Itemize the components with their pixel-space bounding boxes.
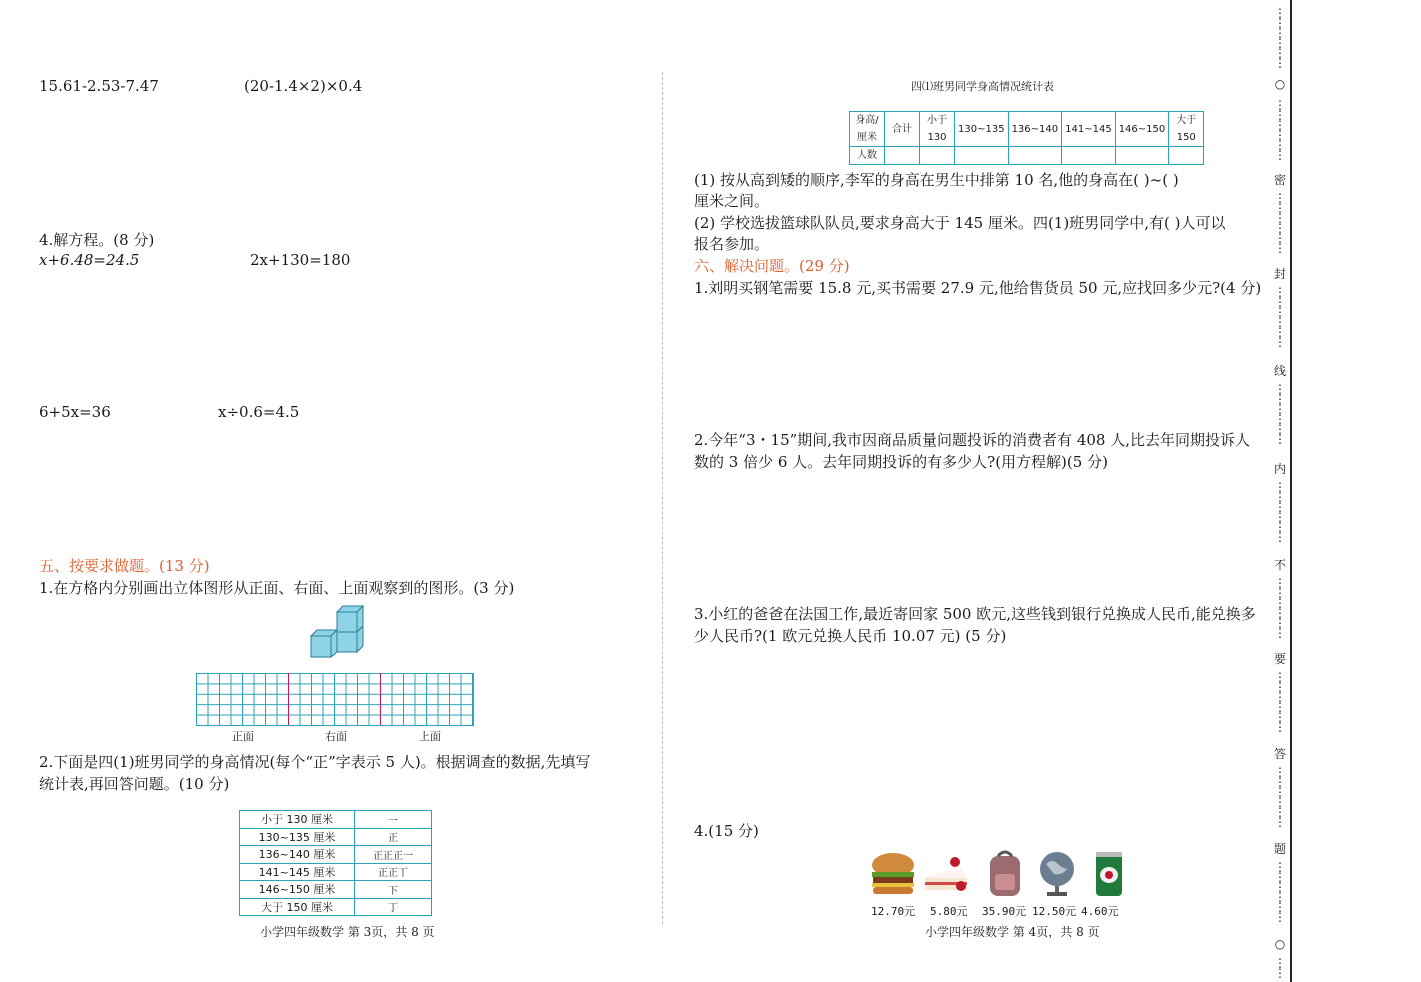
grid-label-front: 正面 [232,730,254,743]
stats-table [849,111,1204,165]
price-label: 5.80元 [930,905,968,918]
table-header-cell: 合计 [885,112,920,147]
seal-dots: ⋮ ⋮ ⋮ ⋮ ⋮ ⋮ [1274,98,1286,162]
section-5-question-1: 1.在方格内分别画出立体图形从正面、右面、上面观察到的图形。(3 分) [39,579,515,597]
table-row [240,811,432,829]
cake-icon [921,848,971,898]
seal-char: 内 [1273,462,1286,476]
seal-char: ○ [1274,77,1286,91]
table-row [240,846,432,864]
section-5-question-2-line1: 2.下面是四(1)班男同学的身高情况(每个“正”字表示 5 人)。根据调查的数据,先填写 [39,753,591,771]
section-6-title: 六、解决问题。(29 分) [694,257,850,275]
table-blank-cell[interactable] [1115,147,1169,165]
page-footer-right: 小学四年级数学 第 4页，共 8 页 [925,925,1100,939]
table-row [850,112,1204,147]
tally-range: 136~140 厘米 [240,846,355,864]
can-icon [1084,848,1134,898]
seal-char: ○ [1274,937,1286,951]
tally-range: 141~145 厘米 [240,863,355,881]
seal-line [1290,0,1292,982]
table-row [240,863,432,881]
tally-table [239,810,432,916]
table-header-cell: 136~140 [1008,112,1062,147]
page-divider [662,72,663,924]
seal-dots: ⋮ ⋮ ⋮ ⋮ ⋮ ⋮ [1274,860,1286,924]
table-blank-cell[interactable] [1062,147,1116,165]
seal-dots: ⋮ ⋮ ⋮ ⋮ ⋮ ⋮ [1274,191,1286,255]
part-2-line1: (2) 学校选拔篮球队队员,要求身高大于 145 厘米。四(1)班男同学中,有( )人可以 [694,214,1226,232]
seal-dots: ⋮ ⋮ ⋮ ⋮ ⋮ ⋮ [1274,765,1286,829]
table-row [850,147,1204,165]
section-6-question-2-line1: 2.今年“3・15”期间,我市因商品质量问题投诉的消费者有 408 人,比去年同期投诉人 [694,431,1250,449]
seal-dots: ⋮ ⋮ ⋮ ⋮ ⋮ ⋮ [1274,285,1286,349]
price-label: 4.60元 [1081,905,1119,918]
seal-dots: ⋮ ⋮ ⋮ ⋮ ⋮ ⋮ [1274,670,1286,734]
seal-dots: ⋮ ⋮ ⋮ ⋮ ⋮ ⋮ [1274,382,1286,446]
cube-stack-figure [305,602,367,662]
tally-mark: 丁 [355,898,432,916]
table-header-cell: 130~135 [955,112,1009,147]
table-header-cell: 大于150 [1169,112,1204,147]
tally-mark: 一 [355,811,432,829]
table-header-cell: 身高/厘米 [850,112,885,147]
part-1-line1: (1) 按从高到矮的顺序,李军的身高在男生中排第 10 名,他的身高在( )~( ) [694,171,1179,189]
seal-char: 不 [1273,558,1286,572]
equation-4: x÷0.6=4.5 [218,403,300,421]
table-blank-cell[interactable] [885,147,920,165]
drawing-grid[interactable] [196,673,474,726]
price-label: 35.90元 [982,905,1027,918]
seal-char: 密 [1273,173,1286,187]
table-blank-cell[interactable] [1008,147,1062,165]
equation-2: 2x+130=180 [250,251,351,269]
tally-range: 小于 130 厘米 [240,811,355,829]
tally-range: 146~150 厘米 [240,881,355,899]
seal-dots: ⋮ ⋮ ⋮ ⋮ ⋮ ⋮ [1274,480,1286,544]
seal-dots: ⋮ ⋮ [1274,956,1286,980]
seal-char: 题 [1273,842,1286,856]
equation-3: 6+5x=36 [39,403,111,421]
seal-char: 要 [1273,652,1286,666]
table-blank-cell[interactable] [920,147,955,165]
grid-separator [380,673,381,725]
seal-char: 线 [1273,364,1286,378]
grid-label-top: 上面 [419,730,441,743]
table-row [240,828,432,846]
calc-expression-b: (20-1.4×2)×0.4 [244,77,363,95]
table-header-cell: 小于130 [920,112,955,147]
table-row [240,881,432,899]
table-row-label: 人数 [850,147,885,165]
hamburger-icon [868,848,918,898]
tally-mark: 正正正一 [355,846,432,864]
calc-expression-a: 15.61-2.53-7.47 [39,77,159,95]
table-blank-cell[interactable] [955,147,1009,165]
seal-dots: ⋮ ⋮ ⋮ ⋮ ⋮ ⋮ [1274,6,1286,70]
seal-char: 封 [1273,267,1286,281]
tally-range: 大于 150 厘米 [240,898,355,916]
price-label: 12.50元 [1032,905,1077,918]
tally-mark: 正正丅 [355,863,432,881]
globe-icon [1032,848,1082,898]
equation-1: x+6.48=24.5 [39,251,140,269]
section-6-question-2-line2: 数的 3 倍少 6 人。去年同期投诉的有多少人?(用方程解)(5 分) [694,453,1108,471]
page-footer-left: 小学四年级数学 第 3页，共 8 页 [260,925,435,939]
part-2-line2: 报名参加。 [694,235,770,253]
tally-mark: 正 [355,828,432,846]
stats-table-title: 四⑴班男同学身高情况统计表 [911,80,1054,93]
seal-char: 答 [1273,747,1286,761]
section-6-question-1: 1.刘明买钢笔需要 15.8 元,买书需要 27.9 元,他给售货员 50 元,应找回多少元?(4 分) [694,279,1262,297]
table-header-cell: 146~150 [1115,112,1169,147]
part-1-line2: 厘米之间。 [694,192,770,210]
table-blank-cell[interactable] [1169,147,1204,165]
seal-strip [1272,0,1288,982]
table-row [240,898,432,916]
section-5-title: 五、按要求做题。(13 分) [39,557,210,575]
section-5-question-2-line2: 统计表,再回答问题。(10 分) [39,775,230,793]
grid-separator [288,673,289,725]
section-6-question-4-title: 4.(15 分) [694,822,759,840]
tally-range: 130~135 厘米 [240,828,355,846]
price-label: 12.70元 [871,905,916,918]
section-6-question-3-line2: 少人民币?(1 欧元兑换人民币 10.07 元) (5 分) [694,627,1007,645]
table-header-cell: 141~145 [1062,112,1116,147]
grid-label-right: 右面 [325,730,347,743]
seal-dots: ⋮ ⋮ ⋮ ⋮ ⋮ ⋮ [1274,576,1286,640]
tally-mark: 下 [355,881,432,899]
question-4-title: 4.解方程。(8 分) [39,231,155,249]
section-6-question-3-line1: 3.小红的爸爸在法国工作,最近寄回家 500 欧元,这些钱到银行兑换成人民币,能兑换多 [694,605,1256,623]
backpack-icon [980,848,1030,898]
